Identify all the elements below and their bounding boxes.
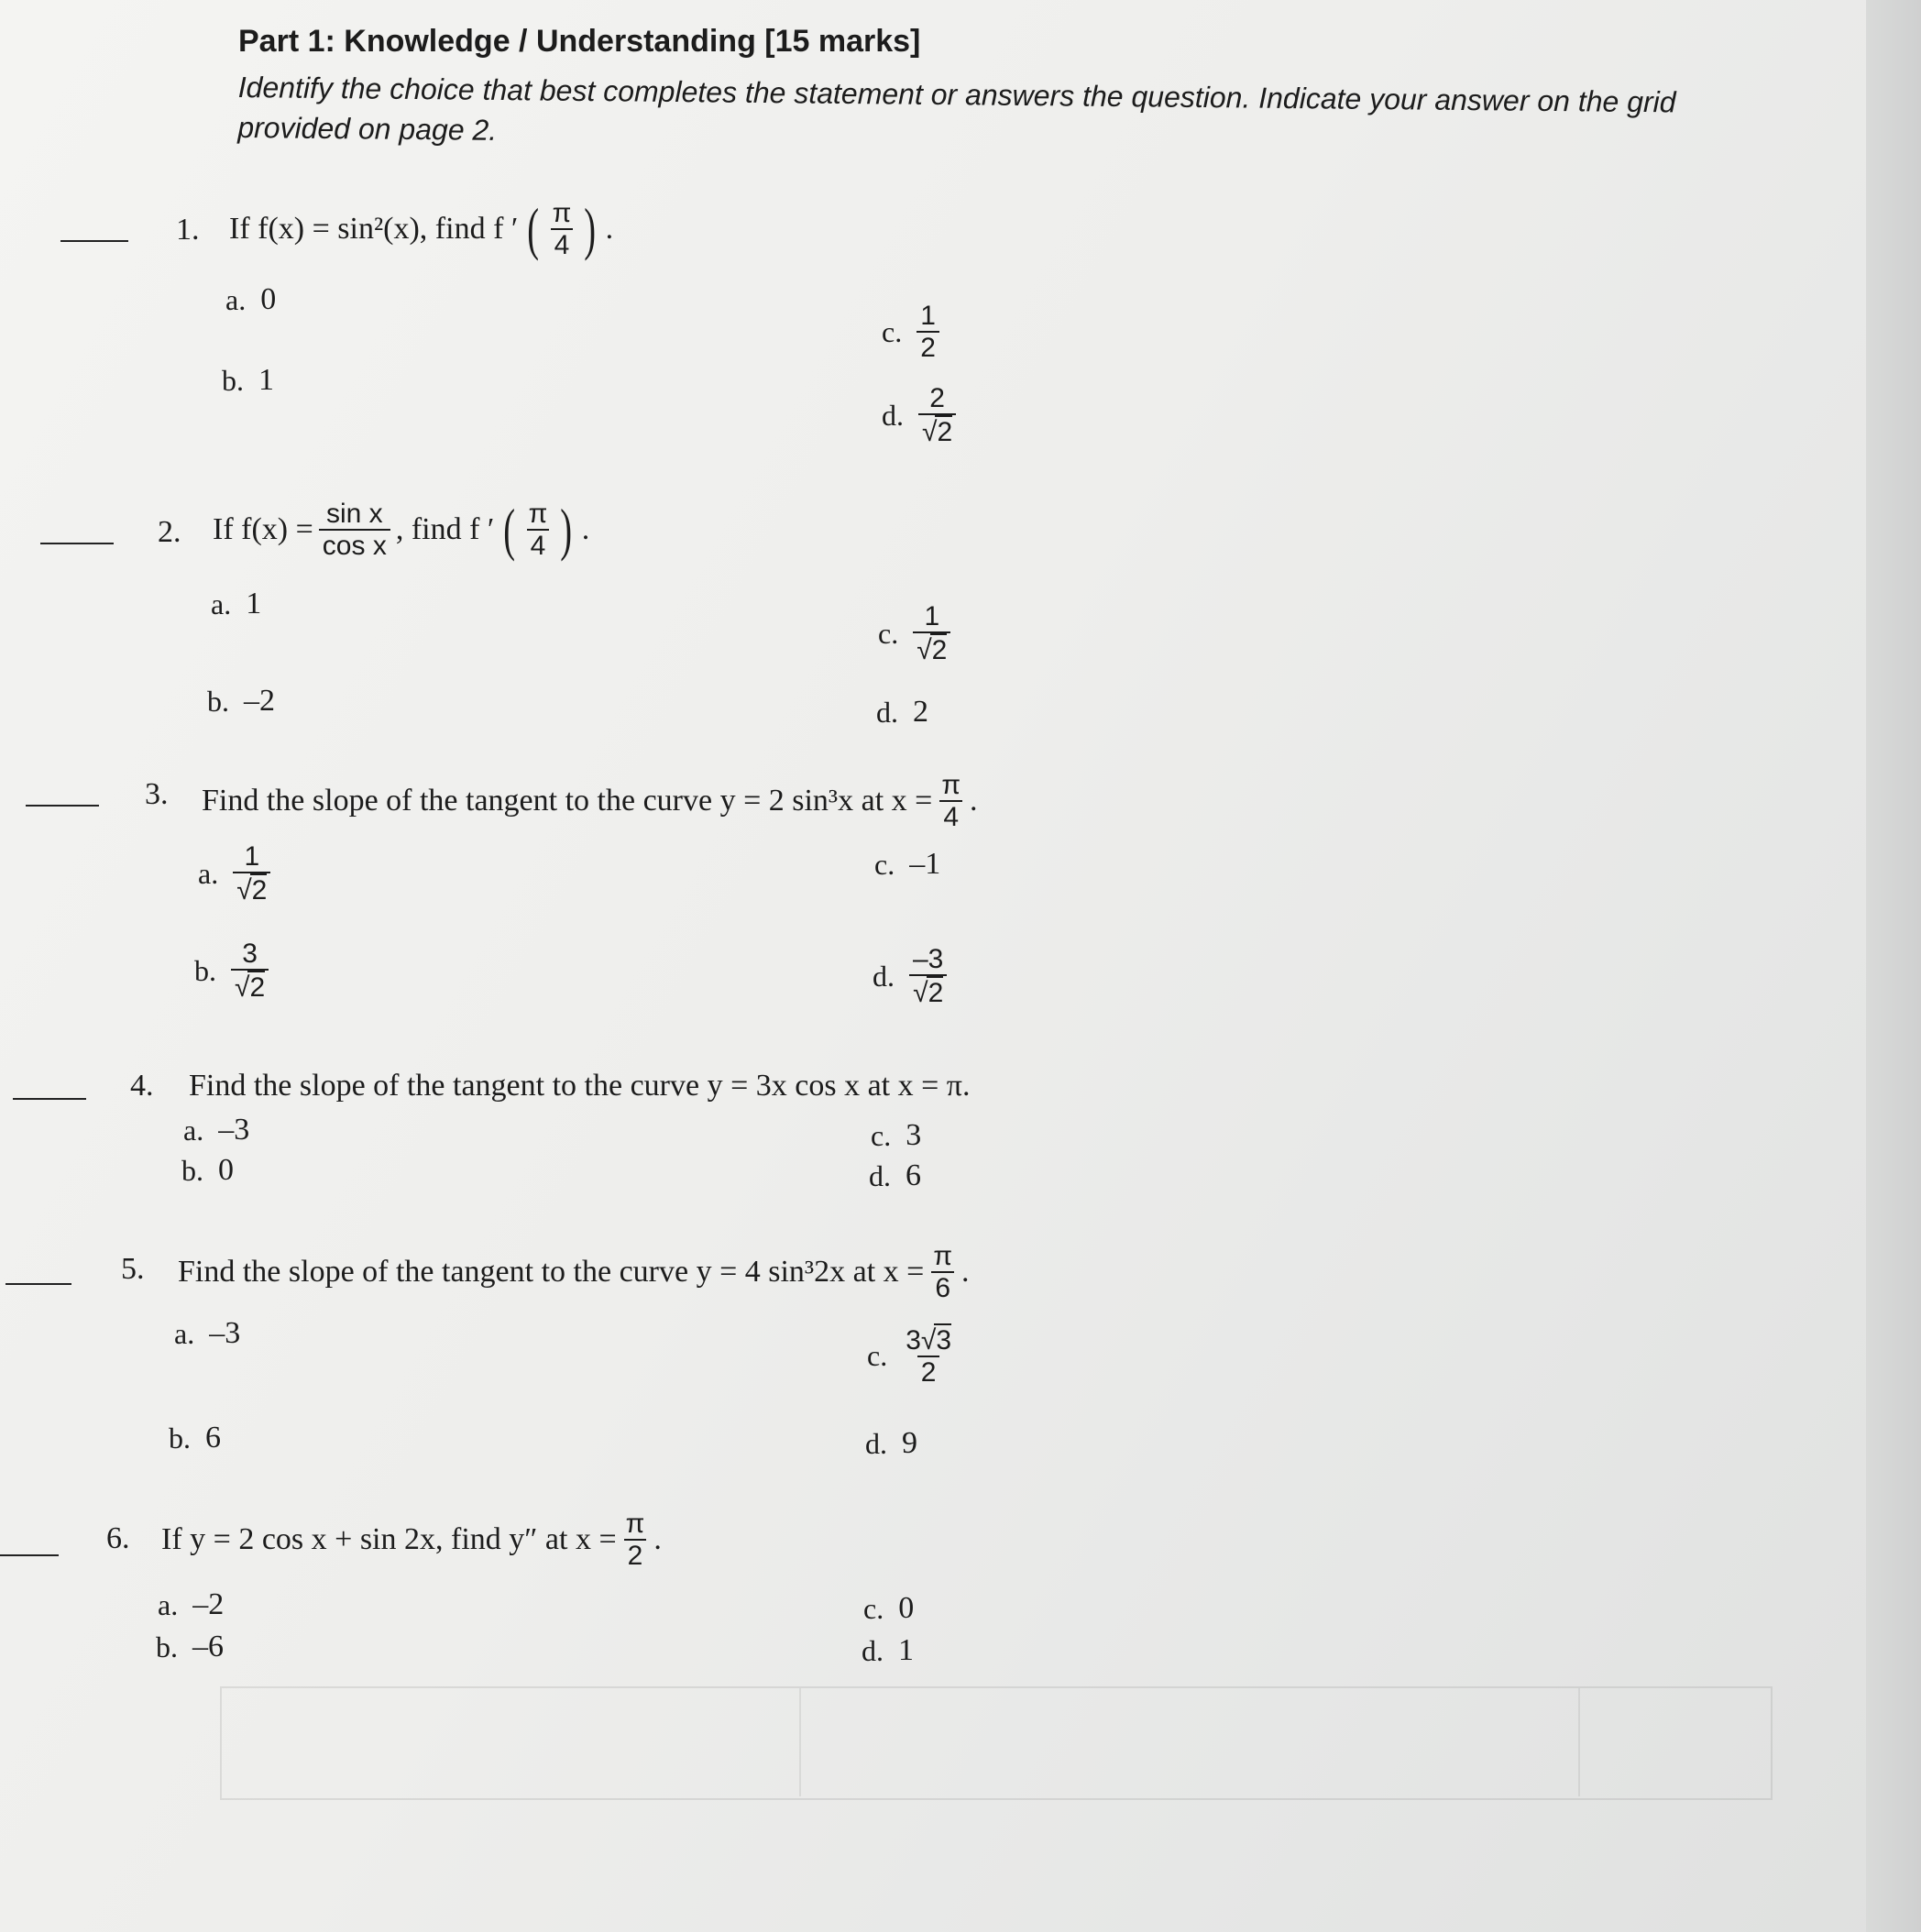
answer-blank-2[interactable] bbox=[40, 543, 114, 544]
answer-blank-1[interactable] bbox=[60, 240, 128, 242]
question-stem: Find the slope of the tangent to the curve y = 4 sin³2x at x = $\frac{\pi}{6}$ . bbox=[178, 1241, 970, 1303]
question-number: 4. bbox=[130, 1069, 154, 1103]
faint-bleed-through-grid bbox=[220, 1686, 1773, 1800]
question-stem: Find the slope of the tangent to the curve y = 3x cos x at x = π. bbox=[189, 1069, 971, 1103]
option-b: b. –6 bbox=[156, 1630, 224, 1663]
question-number: 3. bbox=[145, 777, 169, 811]
answer-blank-5[interactable] bbox=[5, 1283, 71, 1285]
answer-blank-3[interactable] bbox=[26, 805, 99, 807]
question-number: 1. bbox=[176, 213, 200, 247]
option-c: c. –1 bbox=[874, 847, 941, 881]
question-stem: Find the slope of the tangent to the curve y = 2 sin³x at x = $\frac{\pi}{4}$ . bbox=[202, 770, 978, 832]
option-d: d. 2 bbox=[876, 695, 928, 729]
instructions: Identify the choice that best completes the statement or answers the question. Indicate your answer on the grid provided on page 2. bbox=[237, 70, 1676, 147]
question-stem: If f(x) = $\frac{\text{sin x}}{\text{cos x}}$ , find f ′ ( $\frac{\pi}{4}$ ) . bbox=[213, 497, 590, 562]
part-title: Part 1: Knowledge / Understanding [15 marks] bbox=[238, 24, 921, 59]
answer-blank-6[interactable] bbox=[0, 1554, 59, 1556]
option-a: a. –3 bbox=[174, 1316, 241, 1350]
option-a: a. $\frac{1}{√2}$ bbox=[198, 841, 270, 906]
question-number: 5. bbox=[121, 1252, 145, 1286]
option-d: d. $\frac{2}{√2}$ bbox=[882, 383, 956, 447]
option-c: c. $\frac{1}{√2}$ bbox=[878, 601, 950, 665]
question-number: 6. bbox=[106, 1521, 130, 1555]
option-d: d. $\frac{-3}{√2}$ bbox=[873, 944, 947, 1008]
question-stem: If f(x) = sin²(x), find f ′ ( $\frac{\pi}{4}$ ) . bbox=[229, 196, 614, 261]
option-d: d. 9 bbox=[865, 1426, 917, 1460]
question-number: 2. bbox=[158, 515, 181, 549]
option-b: b. 0 bbox=[181, 1153, 234, 1187]
question-stem: If y = 2 cos x + sin 2x, find y″ at x = $\frac{\pi}{2}$ . bbox=[161, 1509, 662, 1571]
option-d: d. 1 bbox=[862, 1633, 914, 1667]
page-edge bbox=[1866, 0, 1921, 1932]
option-c: c. 0 bbox=[863, 1591, 915, 1625]
option-a: a. –2 bbox=[158, 1587, 225, 1621]
option-c: c. $\frac{3√3}{2}$ bbox=[867, 1325, 952, 1388]
option-b: b. 1 bbox=[222, 363, 274, 397]
stem-fraction: $\frac{\pi}{4}$ bbox=[552, 198, 572, 260]
option-a: a. 1 bbox=[211, 587, 262, 620]
stem-fraction: $\frac{\text{sin x}}{\text{cos x}}$ bbox=[319, 499, 390, 561]
stem-text: If f(x) = sin²(x), find f ′ bbox=[229, 212, 519, 246]
option-c: c. 3 bbox=[871, 1118, 922, 1152]
option-a: a. –3 bbox=[183, 1113, 250, 1147]
section-header bbox=[238, 24, 1705, 148]
option-c: c. $\frac{1}{2}$ bbox=[882, 301, 939, 363]
option-a: a. 0 bbox=[225, 282, 277, 316]
option-b: b. 6 bbox=[169, 1421, 221, 1454]
stem-fraction: $\frac{\pi}{4}$ bbox=[941, 770, 961, 832]
option-d: d. 6 bbox=[869, 1158, 921, 1192]
option-b: b. –2 bbox=[207, 684, 275, 718]
stem-fraction: $\frac{\pi}{2}$ bbox=[625, 1509, 645, 1571]
stem-fraction: $\frac{\pi}{6}$ bbox=[933, 1241, 953, 1303]
answer-blank-4[interactable] bbox=[13, 1098, 86, 1100]
option-b: b. $\frac{3}{√2}$ bbox=[194, 939, 269, 1003]
